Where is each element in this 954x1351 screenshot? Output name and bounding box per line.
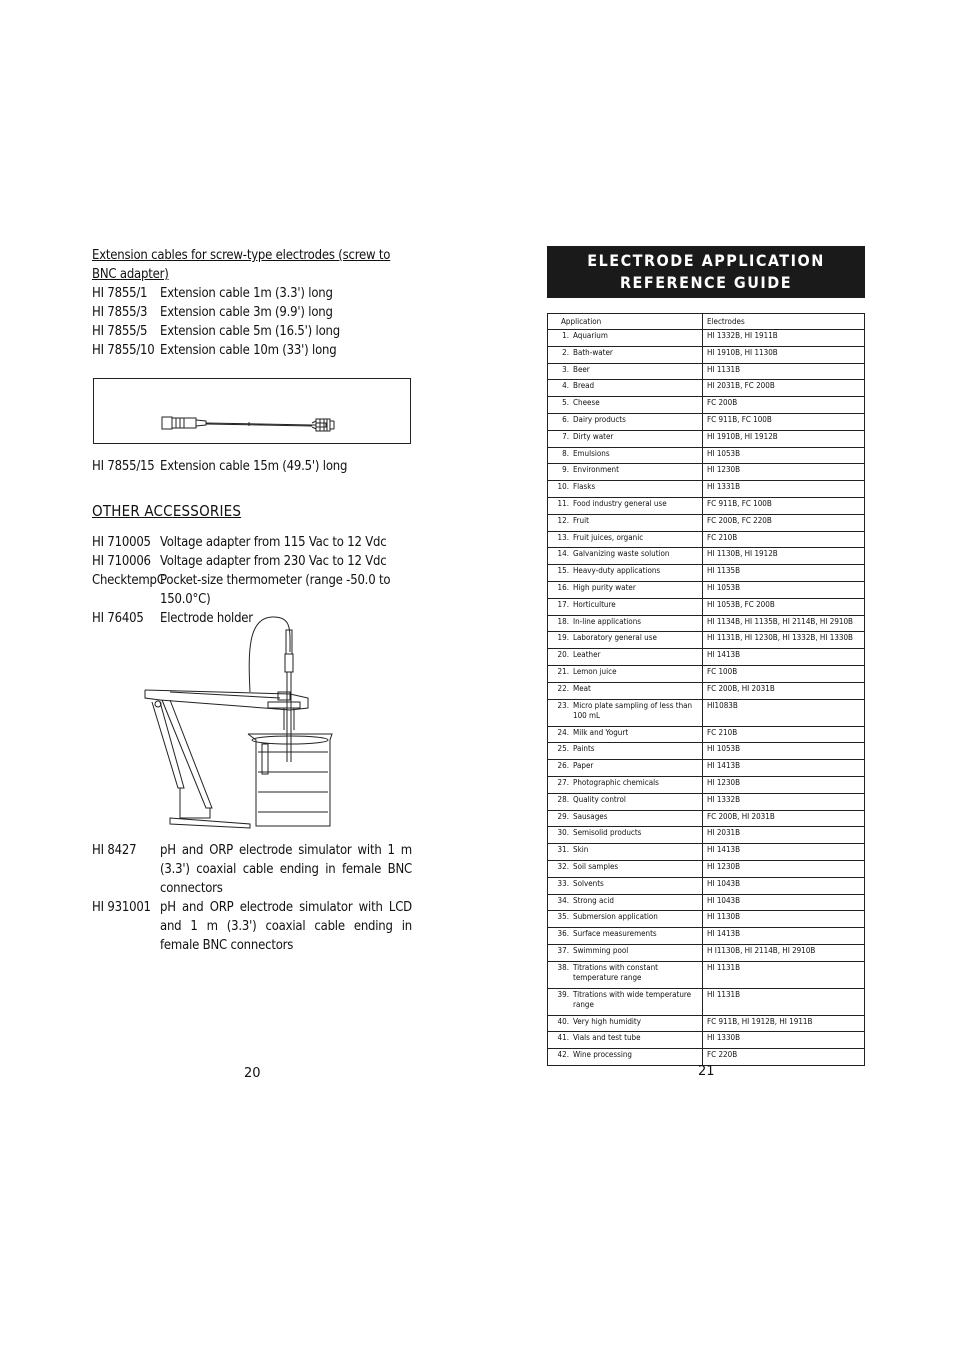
application-name: Strong acid — [573, 895, 614, 905]
application-name: Milk and Yogurt — [573, 727, 629, 737]
row-number: 36. — [557, 929, 569, 939]
row-number: 4. — [562, 381, 569, 391]
application-name: Skin — [573, 845, 589, 855]
row-number: 34. — [557, 895, 569, 905]
row-number: 30. — [557, 828, 569, 838]
table-row — [548, 877, 865, 894]
table-row — [548, 531, 865, 548]
electrodes-cell: HI 1331B — [703, 481, 865, 498]
application-cell — [548, 363, 703, 380]
row-number: 11. — [557, 498, 569, 508]
product-code: HI 76405 — [92, 611, 144, 626]
table-row — [548, 961, 865, 988]
electrodes-cell: HI 1230B — [703, 464, 865, 481]
extension-cable-list — [92, 284, 412, 360]
application-name: Bath-water — [573, 347, 613, 357]
product-description: pH and ORP electrode simulator with LCD and 1 m (3.3') coaxial cable ending in female BNC connectors — [160, 900, 412, 953]
extension-cable-15 — [92, 457, 412, 476]
electrodes-cell: HI 1413B — [703, 649, 865, 666]
application-cell — [548, 531, 703, 548]
application-cell — [548, 481, 703, 498]
application-name: High purity water — [573, 582, 636, 592]
application-name: Cheese — [573, 398, 600, 408]
application-cell — [548, 877, 703, 894]
row-number: 38. — [557, 962, 569, 972]
application-cell — [548, 615, 703, 632]
application-cell — [548, 827, 703, 844]
table-row — [548, 430, 865, 447]
application-name: Very high humidity — [573, 1016, 641, 1026]
application-name: Titrations with constant temperature range — [573, 962, 658, 982]
application-cell — [548, 565, 703, 582]
row-number: 41. — [557, 1033, 569, 1043]
row-number: 27. — [557, 777, 569, 787]
application-cell — [548, 447, 703, 464]
electrodes-cell: HI 1413B — [703, 928, 865, 945]
electrodes-cell: HI 2031B — [703, 827, 865, 844]
row-number: 6. — [562, 414, 569, 424]
electrodes-cell: HI 1413B — [703, 760, 865, 777]
electrodes-cell: FC 200B, FC 220B — [703, 514, 865, 531]
application-name: Titrations with wide temperature range — [573, 989, 692, 1009]
electrodes-cell: FC 911B, FC 100B — [703, 413, 865, 430]
product-description: Extension cable 3m (9.9') long — [160, 305, 333, 320]
application-cell — [548, 776, 703, 793]
row-number: 29. — [557, 811, 569, 821]
row-number: 33. — [557, 878, 569, 888]
table-row — [548, 649, 865, 666]
row-number: 26. — [557, 761, 569, 771]
guide-title-line2: REFERENCE GUIDE — [619, 273, 793, 292]
table-row — [548, 581, 865, 598]
row-number: 13. — [557, 532, 569, 542]
electrodes-cell: HI 1230B — [703, 776, 865, 793]
application-name: Micro plate sampling of less than 100 mL — [573, 700, 693, 720]
row-number: 40. — [557, 1016, 569, 1026]
application-name: Paints — [573, 744, 595, 754]
electrodes-cell: FC 911B, HI 1912B, HI 1911B — [703, 1015, 865, 1032]
electrodes-cell: HI 1131B, HI 1230B, HI 1332B, HI 1330B — [703, 632, 865, 649]
application-cell — [548, 944, 703, 961]
application-cell — [548, 665, 703, 682]
application-name: Soil samples — [573, 861, 619, 871]
row-number: 35. — [557, 912, 569, 922]
row-number: 15. — [557, 566, 569, 576]
application-name: Laboratory general use — [573, 633, 657, 643]
electrode-holder-illustration — [140, 612, 340, 832]
electrodes-cell: FC 911B, FC 100B — [703, 497, 865, 514]
table-row — [548, 413, 865, 430]
table-row — [548, 330, 865, 347]
application-name: Galvanizing waste solution — [573, 549, 670, 559]
application-name: Heavy-duty applications — [573, 566, 661, 576]
accessory-item — [92, 552, 412, 571]
extension-cable-item — [92, 303, 412, 322]
table-row — [548, 380, 865, 397]
table-row — [548, 844, 865, 861]
product-code: HI 931001 — [92, 900, 151, 915]
application-name: Surface measurements — [573, 929, 657, 939]
simulators-list — [92, 841, 412, 955]
row-number: 10. — [557, 482, 569, 492]
application-cell — [548, 330, 703, 347]
product-description: Extension cable 10m (33') long — [160, 343, 337, 358]
table-row — [548, 565, 865, 582]
electrodes-cell: HI 1131B — [703, 363, 865, 380]
application-name: Paper — [573, 761, 594, 771]
table-row — [548, 988, 865, 1015]
electrodes-cell: HI 1332B, HI 1911B — [703, 330, 865, 347]
product-code: HI 7855/1 — [92, 286, 148, 301]
application-cell — [548, 682, 703, 699]
electrodes-cell: HI 1053B — [703, 447, 865, 464]
table-row — [548, 1015, 865, 1032]
application-cell — [548, 632, 703, 649]
application-cell — [548, 380, 703, 397]
table-row — [548, 793, 865, 810]
application-cell — [548, 497, 703, 514]
product-code: HI 7855/10 — [92, 343, 155, 358]
guide-title-banner — [547, 246, 865, 298]
table-row — [548, 615, 865, 632]
application-cell — [548, 1015, 703, 1032]
table-row — [548, 481, 865, 498]
row-number: 16. — [557, 582, 569, 592]
application-cell — [548, 548, 703, 565]
application-cell — [548, 598, 703, 615]
application-cell — [548, 810, 703, 827]
application-name: Vials and test tube — [573, 1033, 641, 1043]
row-number: 25. — [557, 744, 569, 754]
electrodes-cell: FC 100B — [703, 665, 865, 682]
product-description: Extension cable 1m (3.3') long — [160, 286, 333, 301]
application-cell — [548, 844, 703, 861]
table-row — [548, 944, 865, 961]
application-cell — [548, 514, 703, 531]
application-name: Meat — [573, 683, 591, 693]
row-number: 2. — [562, 347, 569, 357]
table-row — [548, 464, 865, 481]
table-row — [548, 497, 865, 514]
application-cell — [548, 397, 703, 414]
application-cell — [548, 928, 703, 945]
application-name: Wine processing — [573, 1050, 632, 1060]
row-number: 9. — [562, 465, 569, 475]
application-name: Solvents — [573, 878, 604, 888]
application-cell — [548, 581, 703, 598]
product-description: pH and ORP electrode simulator with 1 m (3.3') coaxial cable ending in female BNC connectors — [160, 843, 412, 896]
electrode-reference-table — [547, 313, 865, 1066]
table-header-row — [548, 314, 865, 330]
electrodes-cell: FC 200B — [703, 397, 865, 414]
product-description: Pocket-size thermometer (range -50.0 to 150.0°C) — [160, 573, 391, 607]
row-number: 22. — [557, 683, 569, 693]
row-number: 7. — [562, 431, 569, 441]
electrodes-cell: FC 200B, HI 2031B — [703, 810, 865, 827]
product-code: HI 710006 — [92, 554, 151, 569]
row-number: 32. — [557, 861, 569, 871]
electrodes-cell: H I1130B, HI 2114B, HI 2910B — [703, 944, 865, 961]
row-number: 5. — [562, 398, 569, 408]
electrodes-cell: HI 1053B — [703, 581, 865, 598]
table-row — [548, 743, 865, 760]
electrodes-cell: FC 210B — [703, 726, 865, 743]
row-number: 8. — [562, 448, 569, 458]
application-name: In-line applications — [573, 616, 642, 626]
application-cell — [548, 464, 703, 481]
electrodes-cell: HI1083B — [703, 699, 865, 726]
electrodes-cell: HI 1134B, HI 1135B, HI 2114B, HI 2910B — [703, 615, 865, 632]
row-number: 17. — [557, 599, 569, 609]
electrodes-cell: FC 200B, HI 2031B — [703, 682, 865, 699]
application-name: Swimming pool — [573, 945, 629, 955]
product-code: HI 7855/3 — [92, 305, 148, 320]
application-name: Photographic chemicals — [573, 777, 659, 787]
application-cell — [548, 894, 703, 911]
application-cell — [548, 1049, 703, 1066]
electrodes-cell: HI 1135B — [703, 565, 865, 582]
other-accessories-title: OTHER ACCESSORIES — [92, 502, 242, 520]
row-number: 14. — [557, 549, 569, 559]
table-row — [548, 548, 865, 565]
table-row — [548, 1032, 865, 1049]
application-name: Beer — [573, 364, 590, 374]
page-number-left: 20 — [244, 1066, 261, 1081]
application-cell — [548, 793, 703, 810]
application-name: Bread — [573, 381, 595, 391]
row-number: 28. — [557, 794, 569, 804]
electrodes-cell: HI 1910B, HI 1912B — [703, 430, 865, 447]
electrodes-cell: FC 220B — [703, 1049, 865, 1066]
product-code: HI 710005 — [92, 535, 151, 550]
row-number: 37. — [557, 945, 569, 955]
row-number: 12. — [557, 515, 569, 525]
table-row — [548, 514, 865, 531]
accessory-item — [92, 571, 412, 609]
extension-cable-illustration — [93, 378, 411, 444]
application-cell — [548, 346, 703, 363]
row-number: 39. — [557, 989, 569, 999]
accessory-item — [92, 533, 412, 552]
table-row — [548, 397, 865, 414]
row-number: 21. — [557, 666, 569, 676]
application-cell — [548, 413, 703, 430]
row-number: 24. — [557, 727, 569, 737]
row-number: 23. — [557, 700, 569, 710]
electrodes-cell: HI 1230B — [703, 860, 865, 877]
electrodes-cell: HI 1053B — [703, 743, 865, 760]
column-header-application: Application — [548, 314, 703, 330]
application-cell — [548, 649, 703, 666]
table-row — [548, 776, 865, 793]
row-number: 1. — [562, 331, 569, 340]
table-row — [548, 894, 865, 911]
extension-cable-item — [92, 322, 412, 341]
column-header-electrodes: Electrodes — [703, 314, 865, 330]
table-row — [548, 928, 865, 945]
application-cell — [548, 726, 703, 743]
table-row — [548, 860, 865, 877]
row-number: 3. — [562, 364, 569, 374]
cable-drawing-icon — [94, 379, 410, 443]
product-description: Extension cable 15m (49.5') long — [160, 459, 348, 474]
table-row — [548, 598, 865, 615]
product-code: HI 8427 — [92, 843, 137, 858]
simulator-item — [92, 841, 412, 898]
extension-cables-section — [92, 246, 412, 360]
row-number: 19. — [557, 633, 569, 643]
electrodes-cell: HI 1131B — [703, 988, 865, 1015]
table-body — [548, 330, 865, 1066]
electrodes-cell: HI 1910B, HI 1130B — [703, 346, 865, 363]
electrodes-cell: HI 1130B — [703, 911, 865, 928]
application-cell — [548, 743, 703, 760]
table-row — [548, 346, 865, 363]
application-cell — [548, 430, 703, 447]
application-cell — [548, 911, 703, 928]
product-code: HI 7855/15 — [92, 459, 155, 474]
table-row — [548, 447, 865, 464]
application-name: Food industry general use — [573, 498, 667, 508]
row-number: 18. — [557, 616, 569, 626]
application-cell — [548, 1032, 703, 1049]
product-code: HI 7855/5 — [92, 324, 148, 339]
row-number: 42. — [557, 1050, 569, 1060]
application-name: Flasks — [573, 482, 596, 492]
application-name: Leather — [573, 650, 601, 660]
row-number: 31. — [557, 845, 569, 855]
guide-title-line1: ELECTRODE APPLICATION — [587, 251, 825, 270]
application-name: Dirty water — [573, 431, 614, 441]
electrodes-cell: HI 2031B, FC 200B — [703, 380, 865, 397]
application-name: Dairy products — [573, 414, 626, 424]
electrodes-cell: HI 1330B — [703, 1032, 865, 1049]
table-row — [548, 911, 865, 928]
product-description: Voltage adapter from 115 Vac to 12 Vdc — [160, 535, 387, 550]
application-name: Fruit — [573, 515, 589, 525]
application-name: Submersion application — [573, 912, 658, 922]
application-cell — [548, 760, 703, 777]
electrodes-cell: HI 1053B, FC 200B — [703, 598, 865, 615]
application-cell — [548, 860, 703, 877]
table-row — [548, 363, 865, 380]
application-name: Lemon juice — [573, 666, 617, 676]
electrodes-cell: HI 1043B — [703, 894, 865, 911]
extension-cables-heading: Extension cables for screw-type electrodes (screw to BNC adapter) — [92, 248, 391, 282]
product-description: Extension cable 5m (16.5') long — [160, 324, 340, 339]
simulator-item — [92, 898, 412, 955]
table-row — [548, 682, 865, 699]
application-cell — [548, 699, 703, 726]
application-cell — [548, 988, 703, 1015]
electrodes-cell: HI 1131B — [703, 961, 865, 988]
table-row — [548, 699, 865, 726]
extension-cable-item — [92, 284, 412, 303]
table-row — [548, 632, 865, 649]
electrodes-cell: HI 1043B — [703, 877, 865, 894]
application-name: Environment — [573, 465, 619, 475]
page-number-right: 21 — [698, 1064, 715, 1079]
application-name: Quality control — [573, 794, 626, 804]
table-row — [548, 760, 865, 777]
application-name: Aquarium — [573, 331, 608, 340]
table-row — [548, 726, 865, 743]
electrodes-cell: HI 1332B — [703, 793, 865, 810]
electrodes-cell: HI 1130B, HI 1912B — [703, 548, 865, 565]
application-name: Fruit juices, organic — [573, 532, 644, 542]
product-description: Voltage adapter from 230 Vac to 12 Vdc — [160, 554, 387, 569]
electrodes-cell: HI 1413B — [703, 844, 865, 861]
table-row — [548, 810, 865, 827]
application-name: Semisolid products — [573, 828, 642, 838]
application-cell — [548, 961, 703, 988]
electrodes-cell: FC 210B — [703, 531, 865, 548]
application-name: Emulsions — [573, 448, 610, 458]
table-row — [548, 827, 865, 844]
table-row — [548, 665, 865, 682]
extension-cable-item — [92, 341, 412, 360]
application-name: Horticulture — [573, 599, 616, 609]
product-description: Electrode holder — [160, 611, 253, 626]
application-name: Sausages — [573, 811, 608, 821]
product-code: ChecktempC — [92, 573, 165, 588]
row-number: 20. — [557, 650, 569, 660]
